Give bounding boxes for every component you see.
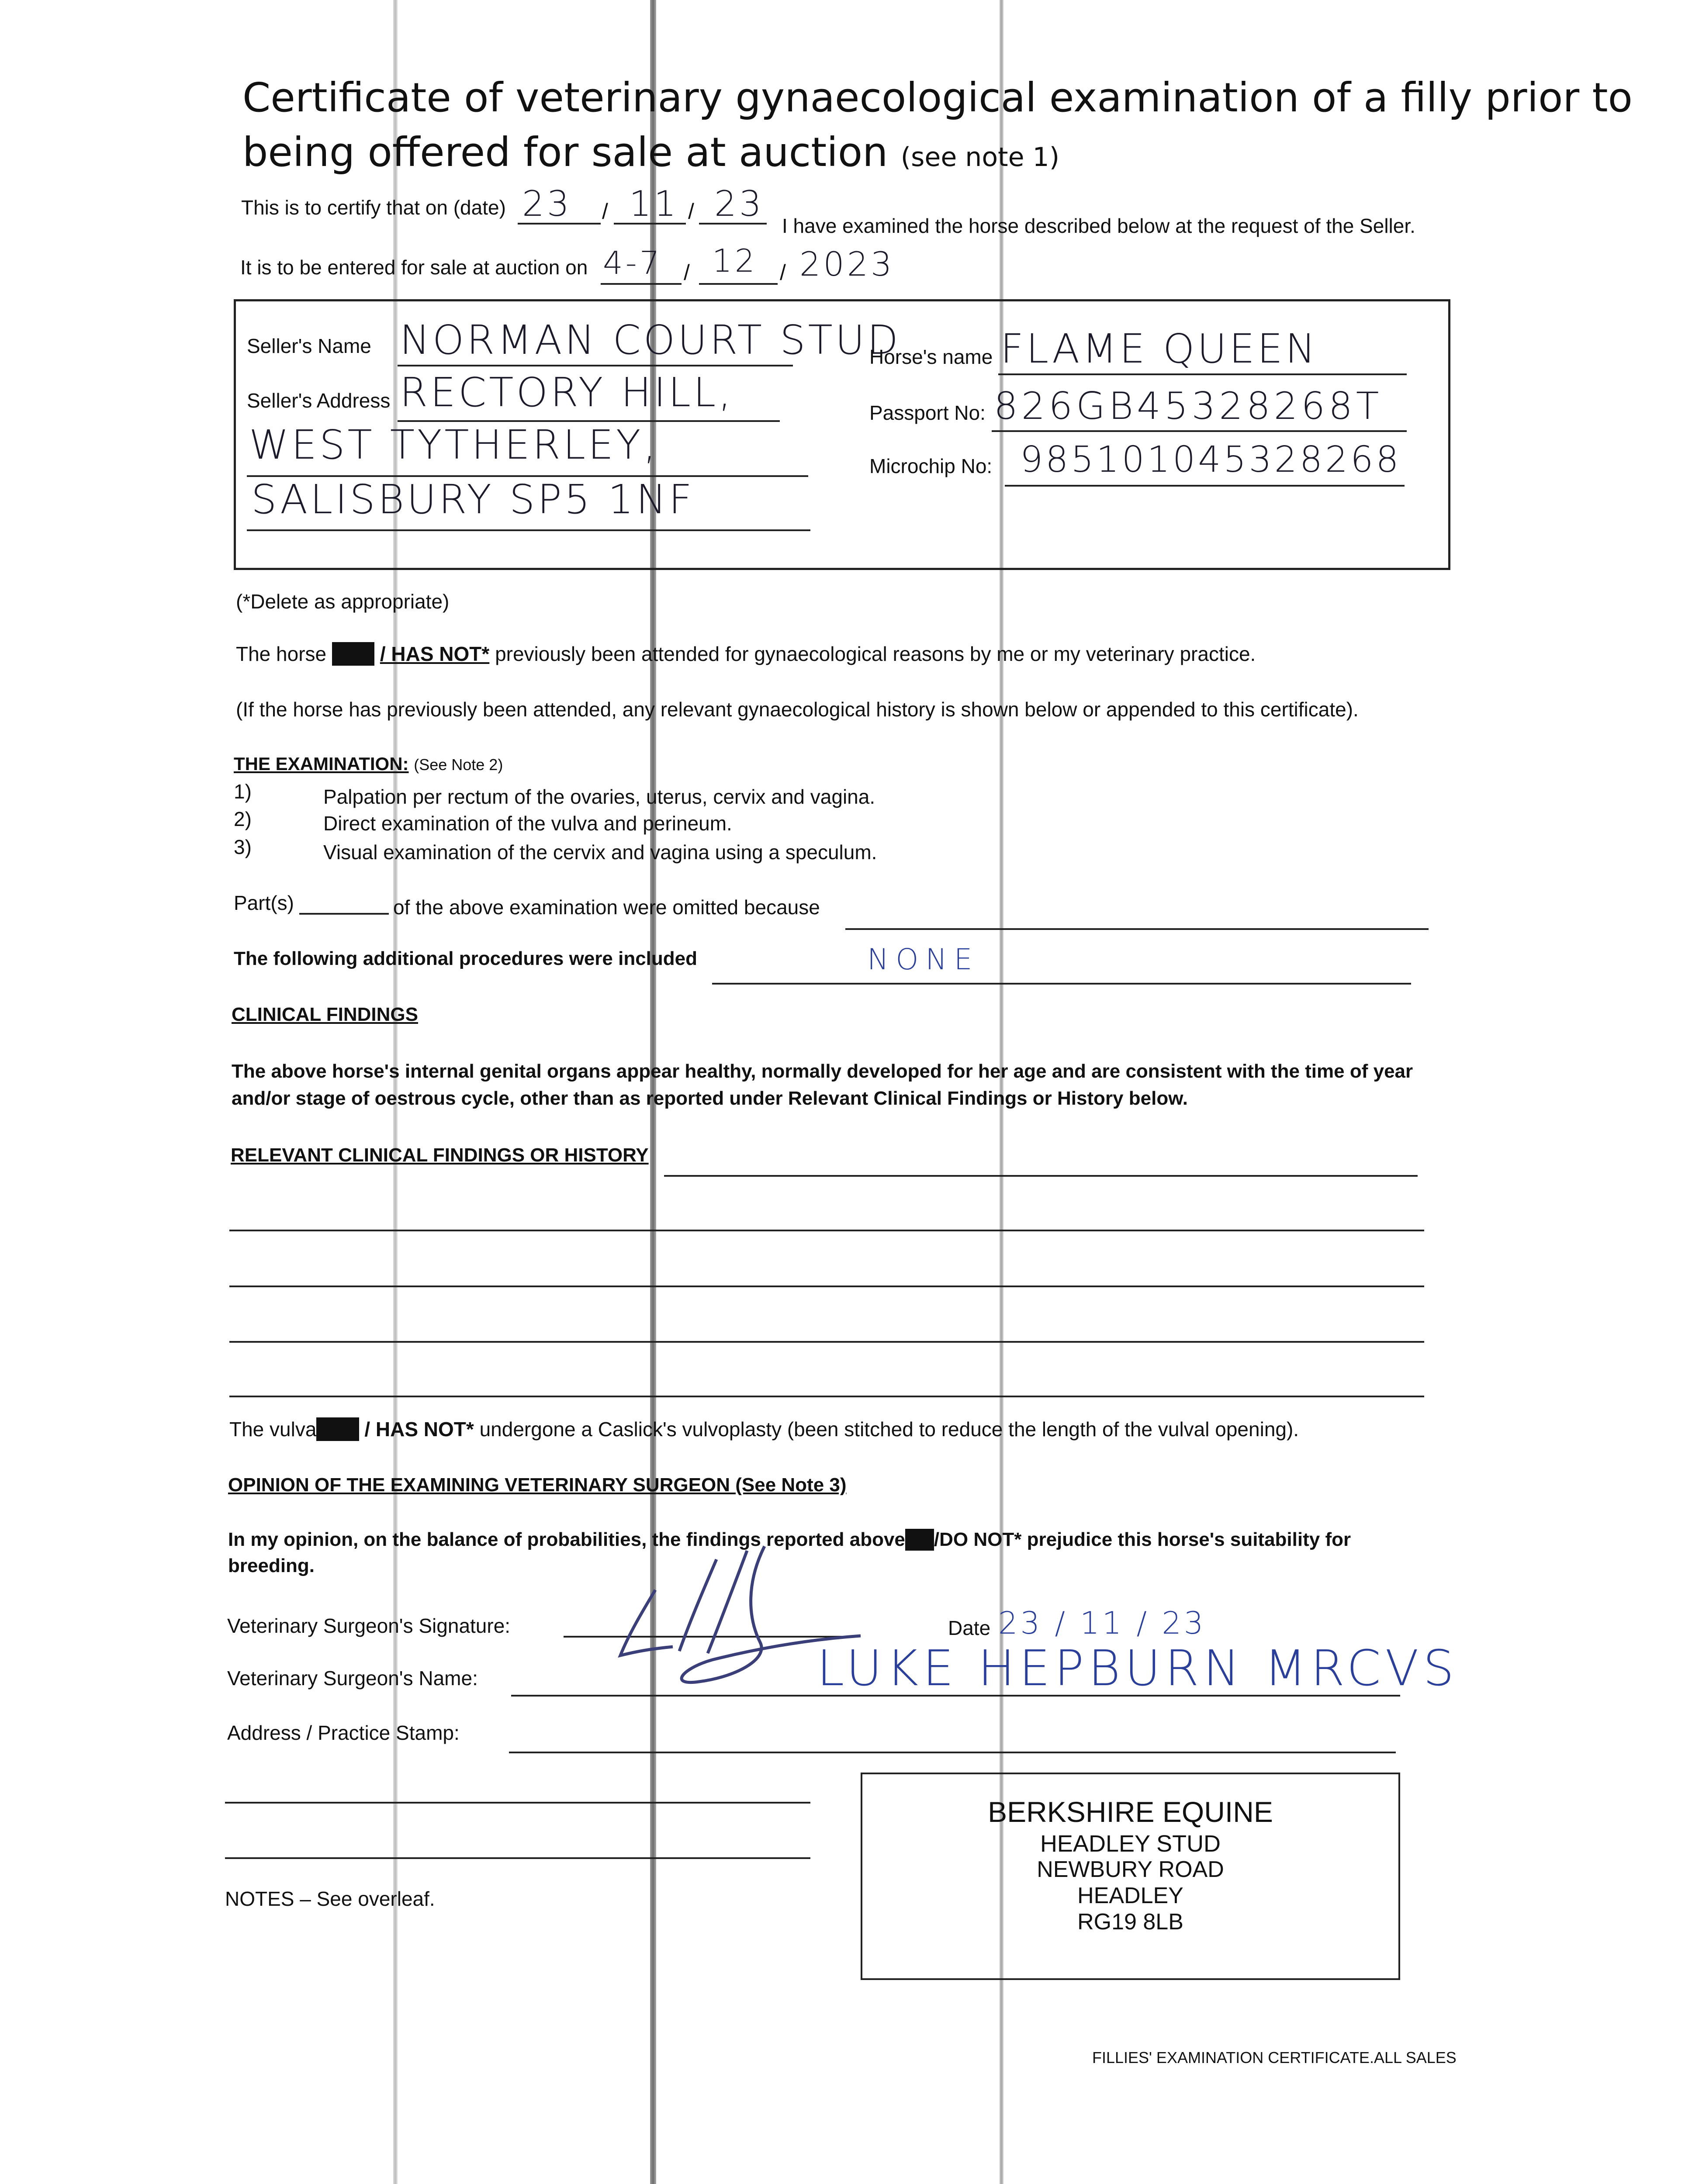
vulva-choice: / HAS NOT* [364,1418,474,1441]
seller-address-line-3-rule [247,529,810,531]
examination-heading-note: (See Note 2) [414,756,503,774]
auction-prefix: It is to be entered for sale at auction on [240,256,588,279]
relevant-line-4 [229,1396,1424,1397]
certify-prefix: This is to certify that on (date) [241,196,506,219]
vulva-prefix: The vulva [229,1418,317,1441]
omitted-parts-line [299,913,389,915]
omitted-middle: of the above examination were omitted because [393,896,820,919]
relevant-line-2 [229,1286,1424,1287]
clinical-line-2: and/or stage of oestrous cycle, other than as reported under Relevant Clinical Findings or History below. [232,1088,1188,1109]
passport-value: 826GB45328268T [994,384,1383,428]
seller-address-line-1: RECTORY HILL, [400,369,734,416]
seller-name-label: Seller's Name [247,335,371,357]
exam-item-2-text: Direct examination of the vulva and perineum. [323,812,732,835]
microchip-line [1005,485,1405,487]
stamp-line-4: HEADLEY [1077,1883,1183,1908]
certify-day-line [518,223,601,225]
stamp-line-1: BERKSHIRE EQUINE [988,1796,1273,1828]
horse-name-line [998,373,1407,375]
auction-month: 12 [712,242,758,279]
relevant-line-3 [229,1341,1424,1343]
footer-text: FILLIES' EXAMINATION CERTIFICATE.ALL SALES [1092,2049,1457,2067]
opinion-struck: DO [905,1529,934,1550]
relevant-line-1 [229,1230,1424,1231]
auction-day: 4-7 [603,245,662,281]
clinical-line-1: The above horse's internal genital organs appear healthy, normally developed for her age and are consistent with the time of year [232,1061,1413,1082]
certify-suffix: I have examined the horse described below at the request of the Seller. [782,214,1415,237]
auction-month-line [699,283,778,285]
exam-item-1-text: Palpation per rectum of the ovaries, uterus, cervix and vagina. [323,785,875,808]
omitted-prefix: Part(s) [234,892,294,914]
seller-address-line-3: SALISBURY SP5 1NF [251,476,695,523]
history-note: (If the horse has previously been attended, any relevant gynaecological history is shown below or appended to this certificate). [236,698,1359,721]
horse-name-label: Horse's name [869,346,993,368]
title-line-2 [242,129,1059,176]
horse-name-value: FLAME QUEEN [1000,325,1318,372]
clinical-heading: CLINICAL FINDINGS [232,1004,418,1025]
date-value: 23 / 11 / 23 [998,1605,1206,1641]
title-line-1: Certificate of veterinary gynaecological examination of a filly prior to [242,74,1633,121]
auction-day-line [601,283,682,285]
opinion-heading: OPINION OF THE EXAMINING VETERINARY SURGEON (See Note 3) [228,1474,847,1496]
certify-sep-2: / [688,199,694,224]
certify-month-line [614,223,686,225]
signature-label: Veterinary Surgeon's Signature: [227,1614,511,1637]
additional-value: NONE [867,943,979,976]
vulva-struck: HAS [316,1418,359,1441]
relevant-line-0 [664,1175,1418,1177]
exam-item-1-num: 1) [234,780,252,803]
certify-sep-1: / [602,199,608,224]
exam-item-2-num: 2) [234,808,252,830]
exam-item-3-text: Visual examination of the cervix and vagina using a speculum. [323,841,877,864]
stamp-line-5: RG19 8LB [1077,1909,1183,1935]
attended-statement [236,642,1256,666]
surgeon-name-value: LUKE HEPBURN MRCVS [817,1640,1459,1697]
opinion-line-2: breeding. [228,1555,315,1576]
examination-heading [234,753,503,774]
attended-suffix: previously been attended for gynaecological reasons by me or my veterinary practice. [495,643,1256,665]
auction-sep-1: / [684,260,690,285]
seller-address-line-2: WEST TYTHERLEY, [249,422,659,468]
address-line-2 [225,1857,810,1859]
relevant-heading: RELEVANT CLINICAL FINDINGS OR HISTORY [231,1144,649,1166]
passport-label: Passport No: [869,401,986,424]
seller-name-line [398,365,793,366]
vulva-suffix: undergone a Caslick's vulvoplasty (been stitched to reduce the length of the vulval opening). [479,1418,1299,1441]
certify-year-line [699,223,767,225]
certify-month: 11 [629,183,679,224]
stamp-line-2: HEADLEY STUD [1040,1831,1221,1857]
microchip-value: 985101045328268 [1020,439,1401,480]
stamp-line-3: NEWBURY ROAD [1037,1857,1224,1882]
signature-stroke-1 [620,1590,673,1655]
microchip-label: Microchip No: [869,455,993,477]
address-line-0 [509,1752,1396,1753]
opinion-prefix: In my opinion, on the balance of probabilities, the findings reported above [228,1529,905,1550]
additional-label: The following additional procedures were included [234,948,698,969]
opinion-suffix: /DO NOT* prejudice this horse's suitability for [934,1529,1351,1550]
delete-note: (*Delete as appropriate) [236,590,450,613]
auction-sep-2: / [780,260,786,285]
attended-choice: / HAS NOT* [380,643,490,665]
examination-heading-text: THE EXAMINATION: [234,753,409,774]
surgeon-name-label: Veterinary Surgeon's Name: [227,1667,478,1690]
certify-year: 23 [714,183,764,224]
address-line-1 [225,1802,810,1804]
auction-year: 2023 [799,245,895,283]
title-line-2-text: being offered for sale at auction [242,129,888,176]
seller-name-value: NORMAN COURT STUD [400,317,901,363]
seller-address-label: Seller's Address [247,389,391,412]
additional-line [712,983,1411,985]
certify-day: 23 [522,183,572,224]
attended-struck: HAS [332,643,375,665]
date-label: Date [948,1617,991,1639]
passport-line [992,430,1407,432]
address-stamp-label: Address / Practice Stamp: [227,1721,460,1744]
omitted-reason-line [845,928,1429,930]
vulva-statement [229,1417,1299,1441]
signature-stroke-2 [679,1559,716,1651]
exam-item-3-num: 3) [234,836,252,858]
title-note: (see note 1) [900,142,1060,173]
attended-prefix: The horse [236,643,327,665]
notes-text: NOTES – See overleaf. [225,1887,435,1910]
